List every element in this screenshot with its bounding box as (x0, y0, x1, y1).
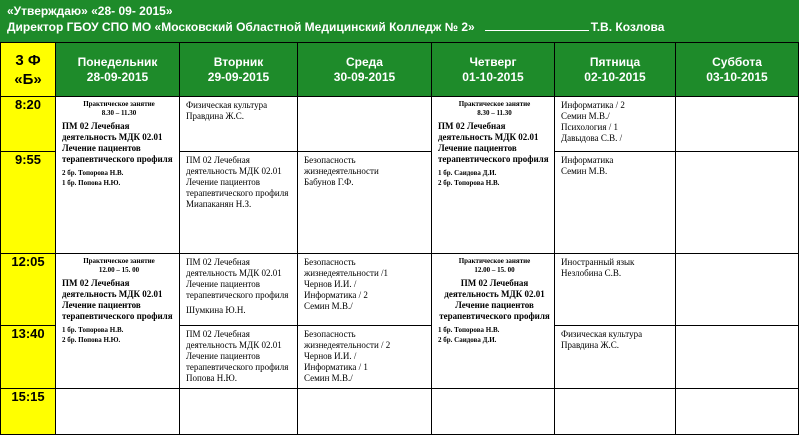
lesson-line: Безопасность жизнедеятельности / 2 (304, 329, 391, 350)
day-header-tuesday (180, 43, 298, 97)
practice-time: 12.00 – 15. 00 (474, 266, 515, 274)
friday-lesson-5 (555, 389, 676, 435)
saturday-lesson-5 (676, 389, 799, 435)
slot-row-1 (1, 97, 799, 152)
time-cell: 15:15 (1, 389, 56, 435)
tuesday-lesson-2 (180, 152, 298, 254)
lesson-line: Семин М.В./ (304, 301, 353, 311)
day-header-monday (56, 43, 180, 97)
practice-time: 12.00 – 15. 00 (98, 266, 140, 274)
practice-group-2: 2 бр. Попова Н.Ю. (62, 336, 121, 344)
lesson-teacher: Бабунов Г.Ф. (304, 177, 354, 187)
day-header-saturday (676, 43, 799, 97)
group-cell (1, 43, 56, 97)
lesson-line: Информатика / 1 (304, 362, 368, 372)
lesson-teacher: Шумкина Ю.Н. (186, 305, 246, 315)
practice-group-2: 1 бр. Попова Н.Ю. (62, 179, 121, 187)
wednesday-lesson-3 (298, 254, 432, 326)
practice-course: ПМ 02 Лечебная деятельность МДК 02.01 Лечение пациентов терапевтического профиля (62, 278, 173, 321)
day-name: Понедельник (77, 54, 158, 69)
day-header-thursday (432, 43, 555, 97)
lesson-subject: Иностранный язык (561, 257, 635, 267)
day-date: 03-10-2015 (706, 69, 768, 84)
lesson-teacher: Миапаканян Н.З. (186, 199, 252, 209)
day-date: 02-10-2015 (584, 69, 646, 84)
wednesday-lesson-1 (298, 97, 432, 152)
practice-group-1: 1 бр. Топорова Н.В. (62, 326, 124, 334)
lesson-line: Информатика / 2 (304, 290, 368, 300)
lesson-subject: Физическая культура (186, 100, 268, 110)
friday-lesson-3 (555, 254, 676, 326)
day-name: Пятница (589, 54, 641, 69)
practice-course: ПМ 02 Лечебная деятельность МДК 02.01 Лечение пациентов терапевтического профиля (439, 278, 550, 321)
thursday-practice-1 (432, 97, 555, 254)
practice-time: 8.30 – 11.30 (477, 109, 512, 117)
lesson-subject: Безопасность жизнедеятельности (304, 155, 379, 176)
lesson-subject: Информатика (561, 155, 614, 165)
saturday-lesson-4 (676, 326, 799, 389)
lesson-line: Семин М.В./ (304, 373, 353, 383)
day-date: 30-09-2015 (333, 69, 396, 84)
tuesday-lesson-5 (180, 389, 298, 435)
lesson-teacher: Попова Н.Ю. (186, 373, 237, 383)
lesson-line: Психология / 1 (561, 122, 618, 132)
director-title: Директор ГБОУ СПО МО «Московский Областной Медицинский Колледж № 2» (7, 20, 475, 34)
day-name: Вторник (213, 54, 264, 69)
lesson-line: Чернов И.И. / (304, 279, 357, 289)
day-date: 01-10-2015 (462, 69, 524, 84)
time-cell: 12:05 (1, 254, 56, 326)
monday-lesson-5 (56, 389, 180, 435)
friday-lesson-2 (555, 152, 676, 254)
schedule-table (0, 42, 799, 435)
practice-time: 8.30 – 11.30 (101, 109, 137, 117)
time-cell: 8:20 (1, 97, 56, 152)
day-name: Суббота (712, 54, 762, 69)
friday-lesson-1 (555, 97, 676, 152)
director-line (7, 19, 793, 36)
practice-group-2: 2 бр. Саидова Д.И. (438, 336, 497, 344)
lesson-subject: ПМ 02 Лечебная деятельность МДК 02.01 Лечение пациентов терапевтического профиля (186, 155, 289, 198)
wednesday-lesson-5 (298, 389, 432, 435)
practice-group-1: 2 бр. Топорова Н.В. (62, 169, 124, 177)
practice-group-1: 1 бр. Саидова Д.И. (438, 169, 497, 177)
day-name: Четверг (469, 54, 517, 69)
day-header-wednesday (298, 43, 432, 97)
slot-row-5 (1, 389, 799, 435)
lesson-teacher: Правдина Ж.С. (561, 340, 620, 350)
practice-title: Практическое занятие (458, 100, 531, 108)
practice-title: Практическое занятие (83, 100, 155, 108)
day-date: 28-09-2015 (86, 69, 149, 84)
day-date: 29-09-2015 (207, 69, 270, 84)
days-header-row (1, 43, 799, 97)
group-name: 3 Ф (15, 51, 41, 69)
tuesday-lesson-3 (180, 254, 298, 326)
day-header-friday (555, 43, 676, 97)
day-name: Среда (346, 54, 383, 69)
practice-group-2: 2 бр. Топорова Н.В. (438, 179, 500, 187)
lesson-line: Семин М.В./ (561, 111, 610, 121)
practice-course: ПМ 02 Лечебная деятельность МДК 02.01 Лечение пациентов терапевтического профиля (438, 121, 549, 164)
time-cell: 13:40 (1, 326, 56, 389)
wednesday-lesson-4 (298, 326, 432, 389)
slot-row-3 (1, 254, 799, 326)
lesson-teacher: Семин М.В. (561, 166, 608, 176)
lesson-subject: ПМ 02 Лечебная деятельность МДК 02.01 Лечение пациентов терапевтического профиля (186, 329, 289, 372)
director-name: Т.В. Козлова (590, 20, 665, 34)
wednesday-lesson-2 (298, 152, 432, 254)
saturday-lesson-3 (676, 254, 799, 326)
signature-blank (485, 19, 589, 31)
practice-title: Практическое занятие (83, 257, 155, 265)
monday-practice-2 (56, 254, 180, 389)
approval-header (0, 0, 799, 42)
friday-lesson-4 (555, 326, 676, 389)
saturday-lesson-2 (676, 152, 799, 254)
lesson-subject: ПМ 02 Лечебная деятельность МДК 02.01 Лечение пациентов терапевтического профиля (186, 257, 289, 300)
approval-line: «Утверждаю» «28- 09- 2015» (7, 4, 173, 18)
tuesday-lesson-1 (180, 97, 298, 152)
thursday-practice-2 (432, 254, 555, 389)
lesson-teacher: Незлобина С.В. (561, 268, 622, 278)
tuesday-lesson-4 (180, 326, 298, 389)
thursday-lesson-5 (432, 389, 555, 435)
practice-title: Практическое занятие (458, 257, 531, 265)
monday-practice-1 (56, 97, 180, 254)
group-subname: «Б» (14, 70, 42, 88)
lesson-line: Информатика / 2 (561, 100, 625, 110)
lesson-teacher: Правдина Ж.С. (186, 111, 245, 121)
lesson-subject: Физическая культура (561, 329, 643, 339)
practice-course: ПМ 02 Лечебная деятельность МДК 02.01 Лечение пациентов терапевтического профиля (62, 121, 173, 164)
time-cell: 9:55 (1, 152, 56, 254)
lesson-line: Безопасность жизнедеятельности /1 (304, 257, 389, 278)
lesson-line: Давыдова С.В. / (561, 133, 623, 143)
practice-group-1: 1 бр. Топорова Н.В. (438, 326, 500, 334)
saturday-lesson-1 (676, 97, 799, 152)
lesson-line: Чернов И.И. / (304, 351, 357, 361)
